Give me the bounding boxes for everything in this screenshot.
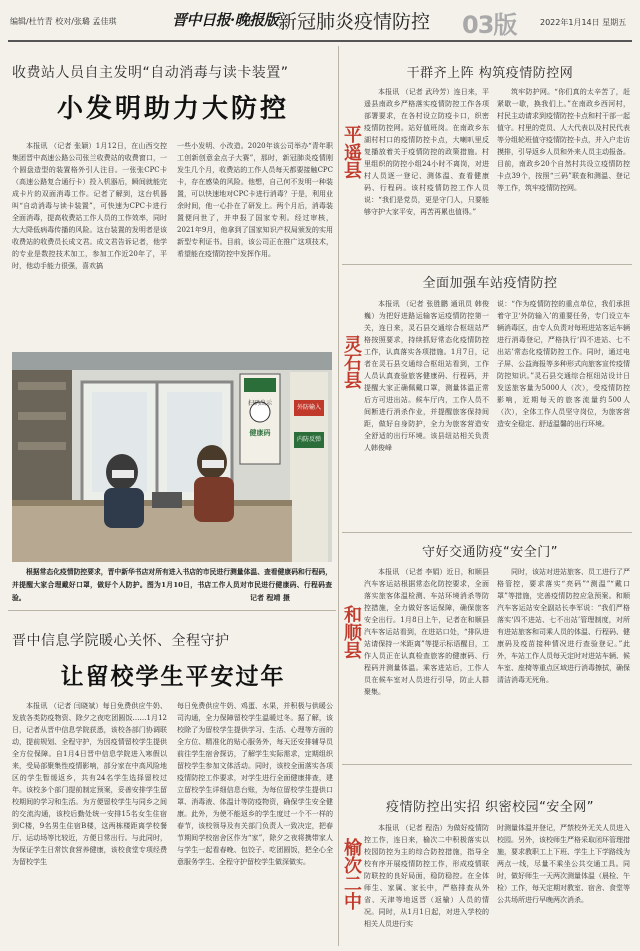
heshun-column-1 (364, 566, 489, 754)
pingyao-county-label (341, 125, 361, 179)
lingshi-county-label (341, 335, 361, 389)
section-rule (342, 264, 632, 265)
heshun-county-text: 和顺县 (341, 605, 362, 659)
article1-headline: 小发明助力大防控 (56, 94, 289, 124)
section-rule (342, 532, 632, 533)
header-rule (8, 40, 632, 42)
heshun-column-2 (497, 566, 630, 754)
yuci-school-text: 榆次二中 (341, 838, 362, 910)
column-divider (338, 46, 339, 946)
pingyao-title: 干群齐上阵 构筑疫情防控网 (406, 66, 574, 81)
edition-number: 03版 (462, 11, 517, 39)
sign-health-code: 健康码 (249, 429, 271, 437)
photo-caption-text: 根据常态化疫情防控要求，晋中新华书店对所有进入书店的市民进行测量体温、查看健康码和行程码，并提醒大家合理戴好口罩，做好个人防护。图为1月10日，书店工作人员对市民进行健康码、行程码查验。 (12, 568, 332, 602)
pingyao-column-1 (364, 86, 489, 262)
sign-prevent-rebound: 内防反弹 (296, 436, 321, 443)
sign-scan-code: 扫码出示 (247, 400, 272, 407)
section-title: 新冠肺炎疫情防控 (278, 11, 431, 33)
article1-column-2 (177, 140, 333, 340)
pingyao-body-1: 本报讯 （记者 武玲芳）连日来，平遥县南政乡严格落实疫情防控工作各项部署要求，在各村设立防疫卡口，织密疫情防控网。站好值班岗。在南政乡东湖村村口的疫情防控卡点，大喇叭里反复播放着关于疫情防控的政策措施。村里组织的防控小组24小时不离岗，对进村人员逐一登记、测体温、查看健康码、行程码。该村疫情防控工作人员说：“我们是党员，更是守门人，只要能够守护大家平安，再苦再累也值得。” (364, 88, 489, 216)
article2-body-1: 本报讯 （记者 闫晓斌）每日免费供应牛奶、发放各类防疫物资、除夕之夜吃团圆饭……1月12日，记者从晋中信息学院获悉，该校各部门协调联动，提前规划、全程守护，为因疫情留校学生提供全方位保障。自1月4日晋中信息学院进入寒假以来，受局部聚集性疫情影响，部分家在中高风险地区的学生暂缓返乡，共有24名学生选择留校过年。该校多个部门提前制定预案，妥善安排学生留校期间的学习和生活。为方便留校学生与同乡之间的交流沟通，该校后勤处统一安排15名女生住宿到C楼，9名男生住宿B楼，这两栋楼距离学校餐厅、运动场等比较近，方便日常出行。与此同时，为保证学生日常饮食营养健康，该校食堂专项经费为留校学生 (12, 702, 167, 866)
editors-line: 编辑/杜竹青 校对/张璐 孟佳琪 (10, 17, 117, 26)
heshun-title: 守好交通防疫“安全门” (422, 545, 558, 560)
pingyao-body-2: 筑牢防护网。“你们真的太辛苦了，赶紧歇一歇，换我们上。”在南政乡西河村，村民主动请求到疫情防控卡点和村干部一起值守。村里的党员、人大代表以及村民代表等分组轮班值守疫情防控卡点，并入户走访摸排，引导返乡人员和外来人员主动报备。目前，南政乡20个自然村共设立疫情防控卡点39个，按照“三码”联查和测温、登记等工作，筑牢疫情防控网。 (497, 88, 630, 192)
yuci-title: 疫情防控出实招 织密校园“安全网” (385, 800, 595, 815)
lingshi-body-2: 说：“作为疫情防控的重点单位，我们承担着守卫‘外防输入’的重要任务，专门设立车辆消毒区，由专人负责对每班进站客运车辆进行消毒登记，严格执行‘四不进站、七不出站’常态化疫情防控工作。同时，通过电子屏、公益海报等多种形式向旅客宣传疫情防控知识。”灵石县交通综合枢纽站设计日发送旅客量为5000人（次），受疫情防控影响，近期每天的旅客流量约500人（次），全体工作人员坚守岗位，为旅客营造安全稳定、舒适温馨的出行环境。 (497, 300, 630, 428)
article2-column-1 (12, 700, 167, 946)
pingyao-column-2 (497, 86, 630, 262)
section-rule (342, 764, 632, 765)
article2-kicker: 晋中信息学院暖心关怀、全程守护 (12, 633, 230, 649)
page-header (0, 0, 640, 42)
lingshi-title: 全面加强车站疫情防控 (422, 276, 558, 291)
article1-kicker: 收费站人员自主发明“自动消毒与读卡装置” (12, 65, 289, 81)
article1-body-1: 本报讯 （记者 张颖）1月12日，在山西交控集团晋中高速公路公司张兰收费站的收费窗口，一个圆盘造型的装置格外引人注目。一张张CPC卡（高速公路复合通行卡）投入机器后，瞬间就能完成卡片的双面消毒工作。记者了解到，这台机器叫“自动消毒与读卡装置”，可快速为CPC卡进行全面消毒，提高收费站工作人员的工作效率，同时大大降低病毒传播的风险。这台装置的发明者是该收费站的收费员长成文君。成文君告诉记者，他学的专业是数控技术加工，参加工作近20年了，平时，他动手能力很强，喜欢搞 (12, 142, 167, 270)
paper-name-logo: 晋中日报·晚报版 (172, 11, 279, 29)
bookstore-scene-illustration (12, 352, 332, 562)
yuci-body-1: 本报讯 （记者 程浩）为做好疫情防控工作，连日来，榆次二中积极落实以校园防控为主的综合防控措施，指导全校有序开展疫情防控工作，形成疫情联防联控的良好局面，稳防稳控。在全体师生、家属、家长中，严格排查从外省、天津等地返晋（返榆）人员的情况。同时，从1月1日起，对进入学校的相关人员进行实 (364, 824, 489, 928)
article2-column-2 (177, 700, 333, 946)
photo-credit: 记者 程靖 摄 (250, 593, 290, 602)
issue-date: 2022年1月14日 星期五 (540, 18, 627, 27)
yuci-body-2: 时测量体温并登记，严禁校外无关人员进入校园。另外，该校师生严格采取闭环管理措施，要求教职工上下班、学生上下学路线为两点一线，尽量不乘坐公共交通工具。同时，做好师生一天两次测量体温（晨检、午检）工作，每天定期对教室、宿舍、食堂等公共场所进行早晚两次消杀。 (497, 824, 630, 904)
news-photo (12, 352, 332, 562)
yuci-school-label (341, 838, 361, 910)
heshun-body-2: 同时，该站对进站旅客、员工进行了严格管控，要求落实“亮码”“测温”“戴口罩”等措施，完善疫情防控应急预案。和顺汽车客运站安全副站长李军说：“我们严格落实‘四不进站、七不出站’管理制度，对所有进站旅客和司乘人员的体温、行程码、健康码及疫苗接种情况进行查验登记。”此外，车站工作人员每天定时对进站车辆、候车室、座椅等重点区域进行消毒擦拭，确保清洁消毒无死角。 (497, 568, 630, 684)
article2-headline: 让留校学生平安过年 (60, 664, 286, 690)
yuci-column-2 (497, 822, 630, 946)
pingyao-county-text: 平遥县 (341, 125, 362, 179)
lingshi-body-1: 本报讯 （记者 张胜鹏 通讯员 韩俊巍）为把好进路运输客运疫情防控第一关，连日来，灵石县交通综合枢纽站严格按照要求，持续抓好常态化疫情防控工作，认真落实各项措施。1月7日，记者在灵石县交通综合枢纽站看到，工作人员认真查验旅客健康码、行程码，并提醒大家正确佩戴口罩，测量体温正常后方可进出站。候车厅内，工作人员不间断进行消杀作业，并提醒旅客保持间距，做好自身防护，全力为旅客营造安全舒适的出行环境。该县纽站相关负责人韩俊峰 (364, 300, 489, 452)
heshun-body-1: 本报讯 （记者 李娟）近日，和顺县汽车客运站根据常态化防控要求，全面落实旅客体温检测、车站环境消杀等防控措施，全力做好客运保障，确保旅客安全出行。1月8日上午，记者在和顺县汽车客运站看到，在进站口处，“排队进站请保持一米距离”等提示标语醒目，工作人员正在认真检查旅客的健康码、行程码并测量体温。乘客进站后，工作人员在候车室对人员进行引导，防止人群聚集。 (364, 568, 489, 696)
lingshi-column-2 (497, 298, 630, 530)
article1-body-2: 一些小发明、小改造。2020年该公司举办“青年职工创新创意金点子大赛”，那时，新冠肺炎疫情刚发生几个月，收费站的工作人员每天都要接触CPC卡，存在感染的风险。他想，自己何不发明一种装置，可以快速地对CPC卡进行消毒？于是，利用业余时间，他一心扑在了研发上。两个月后，消毒装置便问世了，并申报了国家专利。经过审核，2021年9月，他拿到了国家知识产权局颁发的实用新型专利证书。目前，该公司正在推广这项技术，希望能在疫情防控中发挥作用。 (177, 142, 333, 258)
lingshi-county-text: 灵石县 (341, 335, 362, 389)
section-rule (8, 610, 336, 611)
heshun-county-label (341, 605, 361, 659)
lingshi-column-1 (364, 298, 489, 530)
yuci-column-1 (364, 822, 489, 946)
article1-column-1 (12, 140, 167, 340)
sign-prevent-import: 外防输入 (296, 404, 321, 411)
article2-body-2: 每日免费供应牛奶、鸡蛋、水果，并积极与供暖公司沟通，全力保障留校学生温暖过冬。据了解，该校除了为留校学生提供学习、生活、心理等方面的全方位、精准化的贴心服务外，每天还安排辅导员前往学生宿舍探访，了解学生实际需求，定期组织留校学生参加文体活动。同时，该校全面落实各项疫情防控工作要求，对学生进行全面健康排查，建立留校学生详细信息台账，为每位留校学生提供口罩、消毒液、体温计等防疫物资，确保学生安全健康。此外，为使不能返乡的学生度过一个不一样的春节，该校领导及有关部门负责人一致决定，把春节期间学校宿舍区作为“家”，除夕之夜将携带家人与学生一起看春晚、包饺子、吃团圆饭，把全心全意服务学生、全程守护留校学生做深做实。 (177, 702, 333, 866)
